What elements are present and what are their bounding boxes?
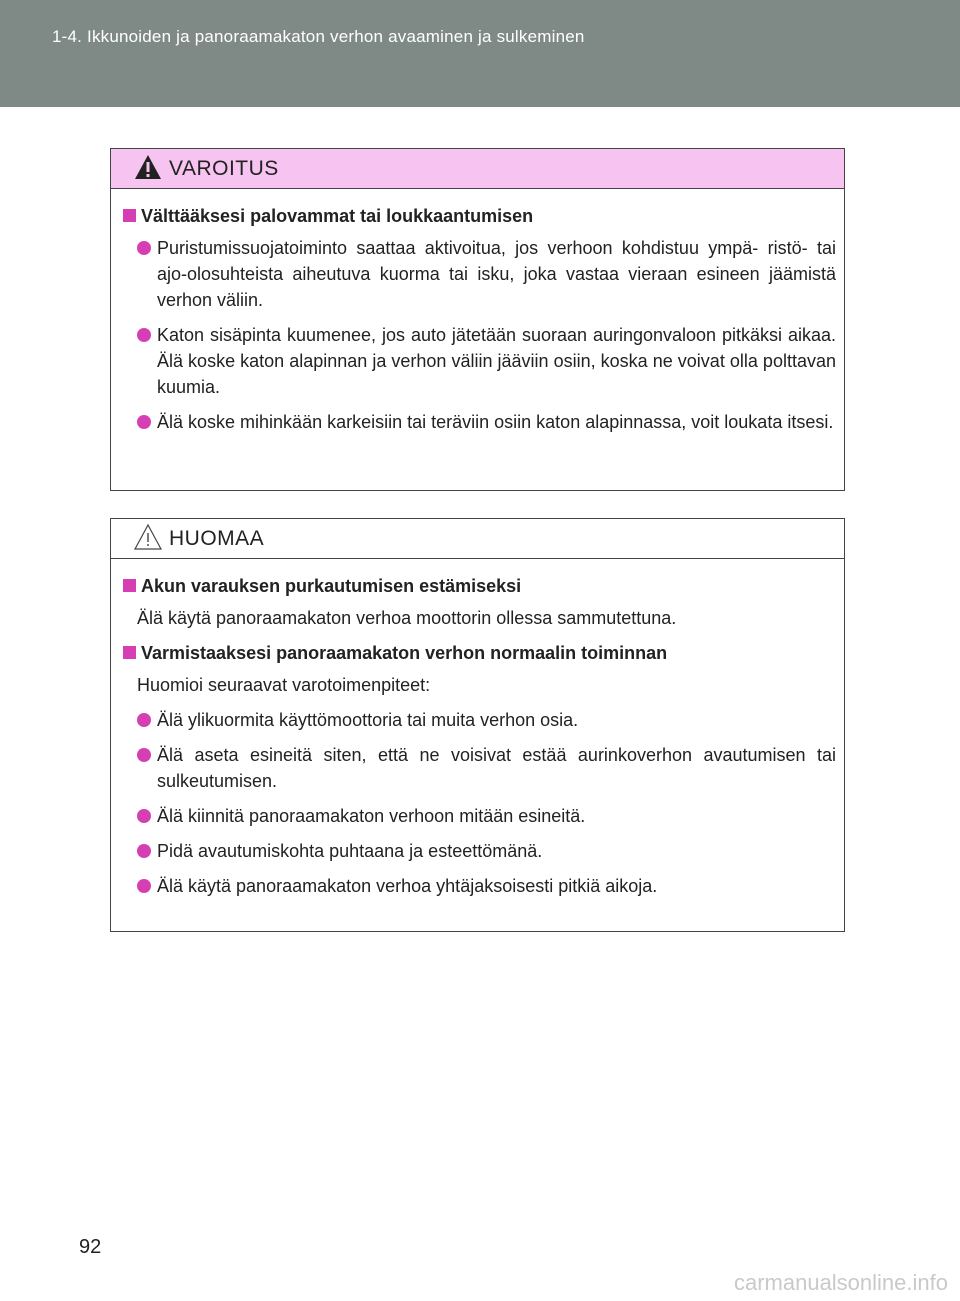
round-bullet-icon [137, 879, 151, 893]
notice-box [110, 518, 845, 932]
warning-item-text: Katon sisäpinta kuumenee, jos auto jätetään suoraan auringonvaloon pitkäksi aikaa. Älä koske katon alapinnan ja verhon väliin jääviin osiin, koska ne voivat olla polttavan kuumia. [157, 325, 836, 397]
round-bullet-icon [137, 328, 151, 342]
warning-section-title-text: Välttääksesi palovammat tai loukkaantumisen [141, 206, 534, 226]
round-bullet-icon [137, 713, 151, 727]
round-bullet-icon [137, 809, 151, 823]
notice-body [111, 559, 844, 899]
warning-item [119, 409, 836, 435]
warning-item [119, 322, 836, 400]
square-bullet-icon [123, 646, 136, 659]
notice-item-text: Älä kiinnitä panoraamakaton verhoon mitään esineitä. [157, 806, 586, 826]
notice-label: HUOMAA [169, 527, 265, 550]
notice-item [119, 803, 836, 829]
caution-triangle-icon [133, 523, 163, 551]
square-bullet-icon [123, 209, 136, 222]
chapter-title: 1-4. Ikkunoiden ja panoraamakaton verhon avaaminen ja sulkeminen [52, 27, 585, 46]
warning-header [111, 149, 844, 189]
page-number: 92 [79, 1236, 102, 1258]
warning-label: VAROITUS [169, 157, 279, 180]
notice-item [119, 873, 836, 899]
notice-item [119, 707, 836, 733]
warning-item-text: Puristumissuojatoiminto saattaa aktivoitua, jos verhoon kohdistuu ympä- ristö- tai ajo-olosuhteista aiheutuva kuorma tai isku, joka vastaa vieraan esineen jäämistä verhon väliin. [157, 238, 836, 310]
notice-section1-title-text: Akun varauksen purkautumisen estämiseksi [141, 576, 522, 596]
notice-item-text: Älä ylikuormita käyttömoottoria tai muita verhon osia. [157, 710, 579, 730]
warning-item-text: Älä koske mihinkään karkeisiin tai teräviin osiin katon alapinnassa, voit loukata itsesi. [157, 412, 834, 432]
round-bullet-icon [137, 241, 151, 255]
notice-item-text: Älä aseta esineitä siten, että ne voisivat estää aurinkoverhon avautumisen tai sulkeutumisen. [157, 745, 836, 791]
warning-triangle-icon [133, 153, 163, 181]
warning-item [119, 235, 836, 313]
notice-section2-intro: Huomioi seuraavat varotoimenpiteet: [137, 675, 431, 695]
warning-box [110, 148, 845, 491]
header-band [0, 0, 960, 107]
round-bullet-icon [137, 844, 151, 858]
notice-section1-title [119, 573, 836, 599]
notice-item-text: Pidä avautumiskohta puhtaana ja esteettömänä. [157, 841, 543, 861]
round-bullet-icon [137, 415, 151, 429]
notice-header [111, 519, 844, 559]
watermark: carmanualsonline.info [733, 1270, 948, 1295]
notice-item [119, 838, 836, 864]
round-bullet-icon [137, 748, 151, 762]
warning-body [111, 189, 844, 435]
notice-item-text: Älä käytä panoraamakaton verhoa yhtäjaksoisesti pitkiä aikoja. [157, 876, 658, 896]
square-bullet-icon [123, 579, 136, 592]
notice-item [119, 742, 836, 794]
warning-section-title [119, 203, 836, 229]
notice-section2-title-text: Varmistaaksesi panoraamakaton verhon normaalin toiminnan [141, 643, 668, 663]
notice-section2-title [119, 640, 836, 666]
notice-section1-text: Älä käytä panoraamakaton verhoa moottorin ollessa sammutettuna. [137, 608, 677, 628]
